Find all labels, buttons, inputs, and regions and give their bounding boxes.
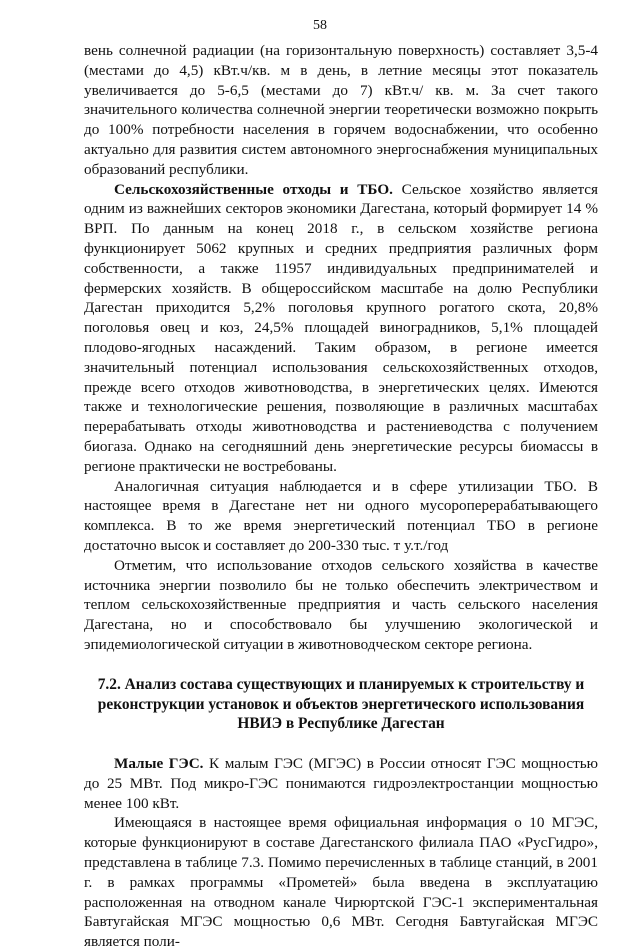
- paragraph-small-hydro-text: К малым ГЭС (МГЭС) в России относят ГЭС мощностью до 25 МВт. Под микро-ГЭС понимаются гидроэлектростанции мощностью менее 100 кВт.: [84, 755, 598, 812]
- paragraph-solid-waste: Аналогичная ситуация наблюдается и в сфере утилизации ТБО. В настоящее время в Дагестане нет ни одного мусороперерабатывающего комплекса. В то же время энергетический потенциал ТБО в регионе достаточно высок и составляет до 200-330 тыс. т у.т./год: [84, 477, 598, 554]
- paragraph-agricultural-waste: [84, 180, 598, 477]
- page-body: [84, 41, 598, 952]
- paragraph-agricultural-waste-text: Сельское хозяйство является одним из важнейших секторов экономики Дагестана, который формирует 14 % ВРП. По данным на конец 2018 г., в сельском хозяйстве региона функционирует 5062 крупных и средних предприятия различных форм собственности, а также 11957 индивидуальных предпринимателей и фермерских хозяйств. В общероссийском масштабе на долю Республики Дагестан приходится 5,2% поголовья крупного рогатого скота, 20,8% поголовья овец и коз, 24,5% площадей виноградников, 5,1% площадей плодово-ягодных насаждений. Таким образом, в регионе имеется значительный потенциал использования сельскохозяйственных отходов, прежде всего отходов животноводства, в энергетических целях. Имеются также и технологические решения, позволяющие в различных масштабах перерабатывать отходы животноводства и растениеводства с получением биогаза. Однако на сегодняшний день энергетические ресурсы биомассы в регионе практически не востребованы.: [84, 180, 598, 475]
- paragraph-solar-radiation: вень солнечной радиации (на горизонтальную поверхность) составляет 3,5-4 (местами до 4,5) кВт.ч/кв. м в день, в летние месяцы этот показатель увеличивается до 5-6,5 (местами до 7) кВт.ч/ кв. м. За счет такого значительного количества солнечной энергии теоретически возможно покрыть до 100% потребности населения в горячем водоснабжении, что особенно актуально для развития систем автономного энергоснабжения муниципальных образований республики.: [84, 42, 598, 178]
- paragraph-waste-energy-benefits: Отметим, что использование отходов сельского хозяйства в качестве источника энергии позволило бы не только обеспечить электричеством и теплом сельскохозяйственные предприятия и часть сельского населения Дагестана, но и способствовало бы улучшению экологической и эпидемиологической ситуации в животноводческом секторе региона.: [84, 556, 598, 653]
- paragraph-lead-agricultural-waste: Сельскохозяйственные отходы и ТБО.: [114, 180, 393, 198]
- section-heading: 7.2. Анализ состава существующих и планируемых к строительству и реконструкции установок и объектов энергетического использования НВИЭ в Республике Дагестан: [97, 675, 585, 733]
- page-number: 58: [313, 18, 327, 33]
- paragraph-hydro-stations: Имеющаяся в настоящее время официальная информация о 10 МГЭС, которые функционируют в составе Дагестанского филиала ПАО «РусГидро», представлена в таблице 7.3. Помимо перечисленных в таблице станций, в 2001 г. в рамках программы «Прометей» была введена в эксплуатацию расположенная на отводном канале Чирюртской ГЭС-1 экспериментальная Бавтугайская МГЭС мощностью 0,6 МВт. Сегодня Бавтугайская МГЭС является поли-: [84, 814, 598, 951]
- paragraph-small-hydro: [84, 754, 598, 813]
- paragraph-lead-small-hydro: Малые ГЭС.: [114, 755, 204, 773]
